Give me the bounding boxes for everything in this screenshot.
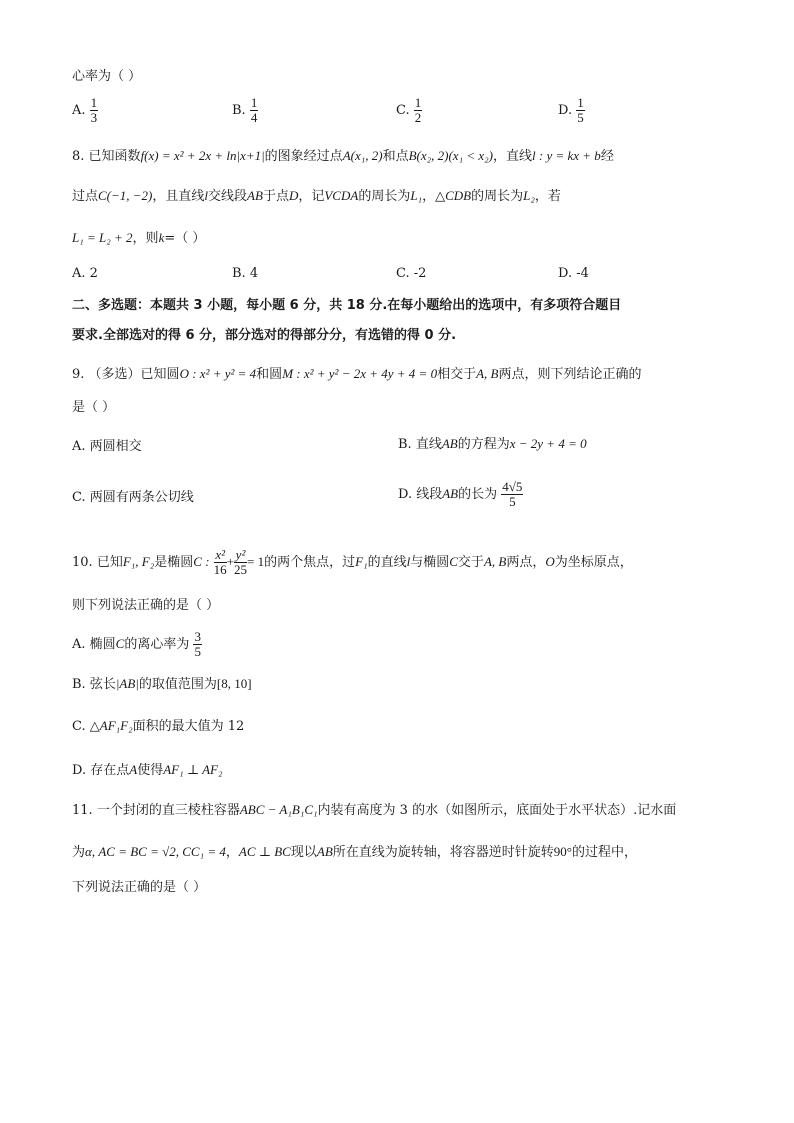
q8-option-b: B. 4 [232,266,259,281]
q8-option-c: C. -2 [396,266,427,281]
q9-option-b: B. 直线AB的方程为x − 2y + 4 = 0 [398,436,587,452]
q11-line-2: 为α, AC = BC = √2, CC₁ = 4，AC ⊥ BC现以AB所在直线为旋转轴，将容器逆时针旋转90°的过程中， [72,844,637,860]
q11-line-3: 下列说法正确的是（ ） [72,880,207,895]
q10-line-1: 10. 已知F₁, F₂是椭圆C : $\frac{\text{x²}}{16}$ + $\frac{\text{y²}}{25}$ = 1的两个焦点，过F₁的直线l与椭圆C交于A, B两点，O为坐标原点， [72,547,633,577]
fraction: $\frac{4√5}{5}$ [502,479,523,509]
q8-option-d: D. -4 [558,266,589,281]
q8-line-2: 过点C(−1, −2)，且直线l交线段AB于点D，记VCDA的周长为L₁，△CDB的周长为L₂，若 [72,188,561,204]
q9-option-d: D. 线段AB的长为 $\frac{4√5}{5}$ [398,479,523,509]
q10-option-c: C. △AF₁F₂面积的最大值为 12 [72,718,245,734]
section-2-heading-cont: 要求.全部选对的得 6 分，部分选对的得部分分，有选错的得 0 分. [72,328,457,343]
q7-option-b: B. $\frac{1}{4}$ [232,95,258,125]
fraction: $\frac{1}{4}$ [250,95,258,125]
q8-line-1: 8. 已知函数f(x) = x² + 2x + ln|x+1|的图象经过点A(x₁, 2)和点B(x₂, 2)(x₁ < x₂)，直线l : y = kx + b经 [72,148,614,164]
q10-option-a: A. 椭圆C的离心率为 $\frac{3}{5}$ [72,629,201,659]
q9-option-c: C. 两圆有两条公切线 [72,490,194,505]
q9-option-a: A. 两圆相交 [72,439,142,454]
q8-option-a: A. 2 [72,266,98,281]
q7-option-d: D. $\frac{1}{5}$ [558,95,584,125]
section-2-heading: 二、多选题：本题共 3 小题，每小题 6 分，共 18 分.在每小题给出的选项中，有多项符合题目 [72,298,622,313]
q9-line-1: 9. （多选）已知圆O : x² + y² = 4和圆M : x² + y² − 2x + 4y + 4 = 0相交于A, B两点，则下列结论正确的 [72,366,642,382]
q8-line-3: L₁ = L₂ + 2，则k=（ ） [72,230,206,246]
q10-option-b: B. 弦长|AB|的取值范围为[8, 10] [72,676,252,692]
q10-line-2: 则下列说法正确的是（ ） [72,598,220,613]
q9-line-2: 是（ ） [72,400,116,415]
q7-option-c: C. $\frac{1}{2}$ [396,95,422,125]
q7-option-a: A. $\frac{1}{3}$ [72,95,98,125]
fraction: $\frac{1}{3}$ [90,95,98,125]
fraction: $\frac{1}{5}$ [577,95,584,125]
fraction: $\frac{3}{5}$ [194,629,201,659]
q7-tail: 心率为（ ） [72,69,142,84]
fraction: $\frac{\text{x²}}{16}$ [213,547,227,577]
fraction: $\frac{1}{2}$ [414,95,422,125]
q11-line-1: 11. 一个封闭的直三棱柱容器ABC − A₁B₁C₁内装有高度为 3 的水（如图所示，底面处于水平状态）.记水面 [72,802,677,818]
q10-option-d: D. 存在点A使得AF₁ ⊥ AF₂ [72,762,223,778]
fraction: $\frac{\text{y²}}{25}$ [234,547,248,577]
